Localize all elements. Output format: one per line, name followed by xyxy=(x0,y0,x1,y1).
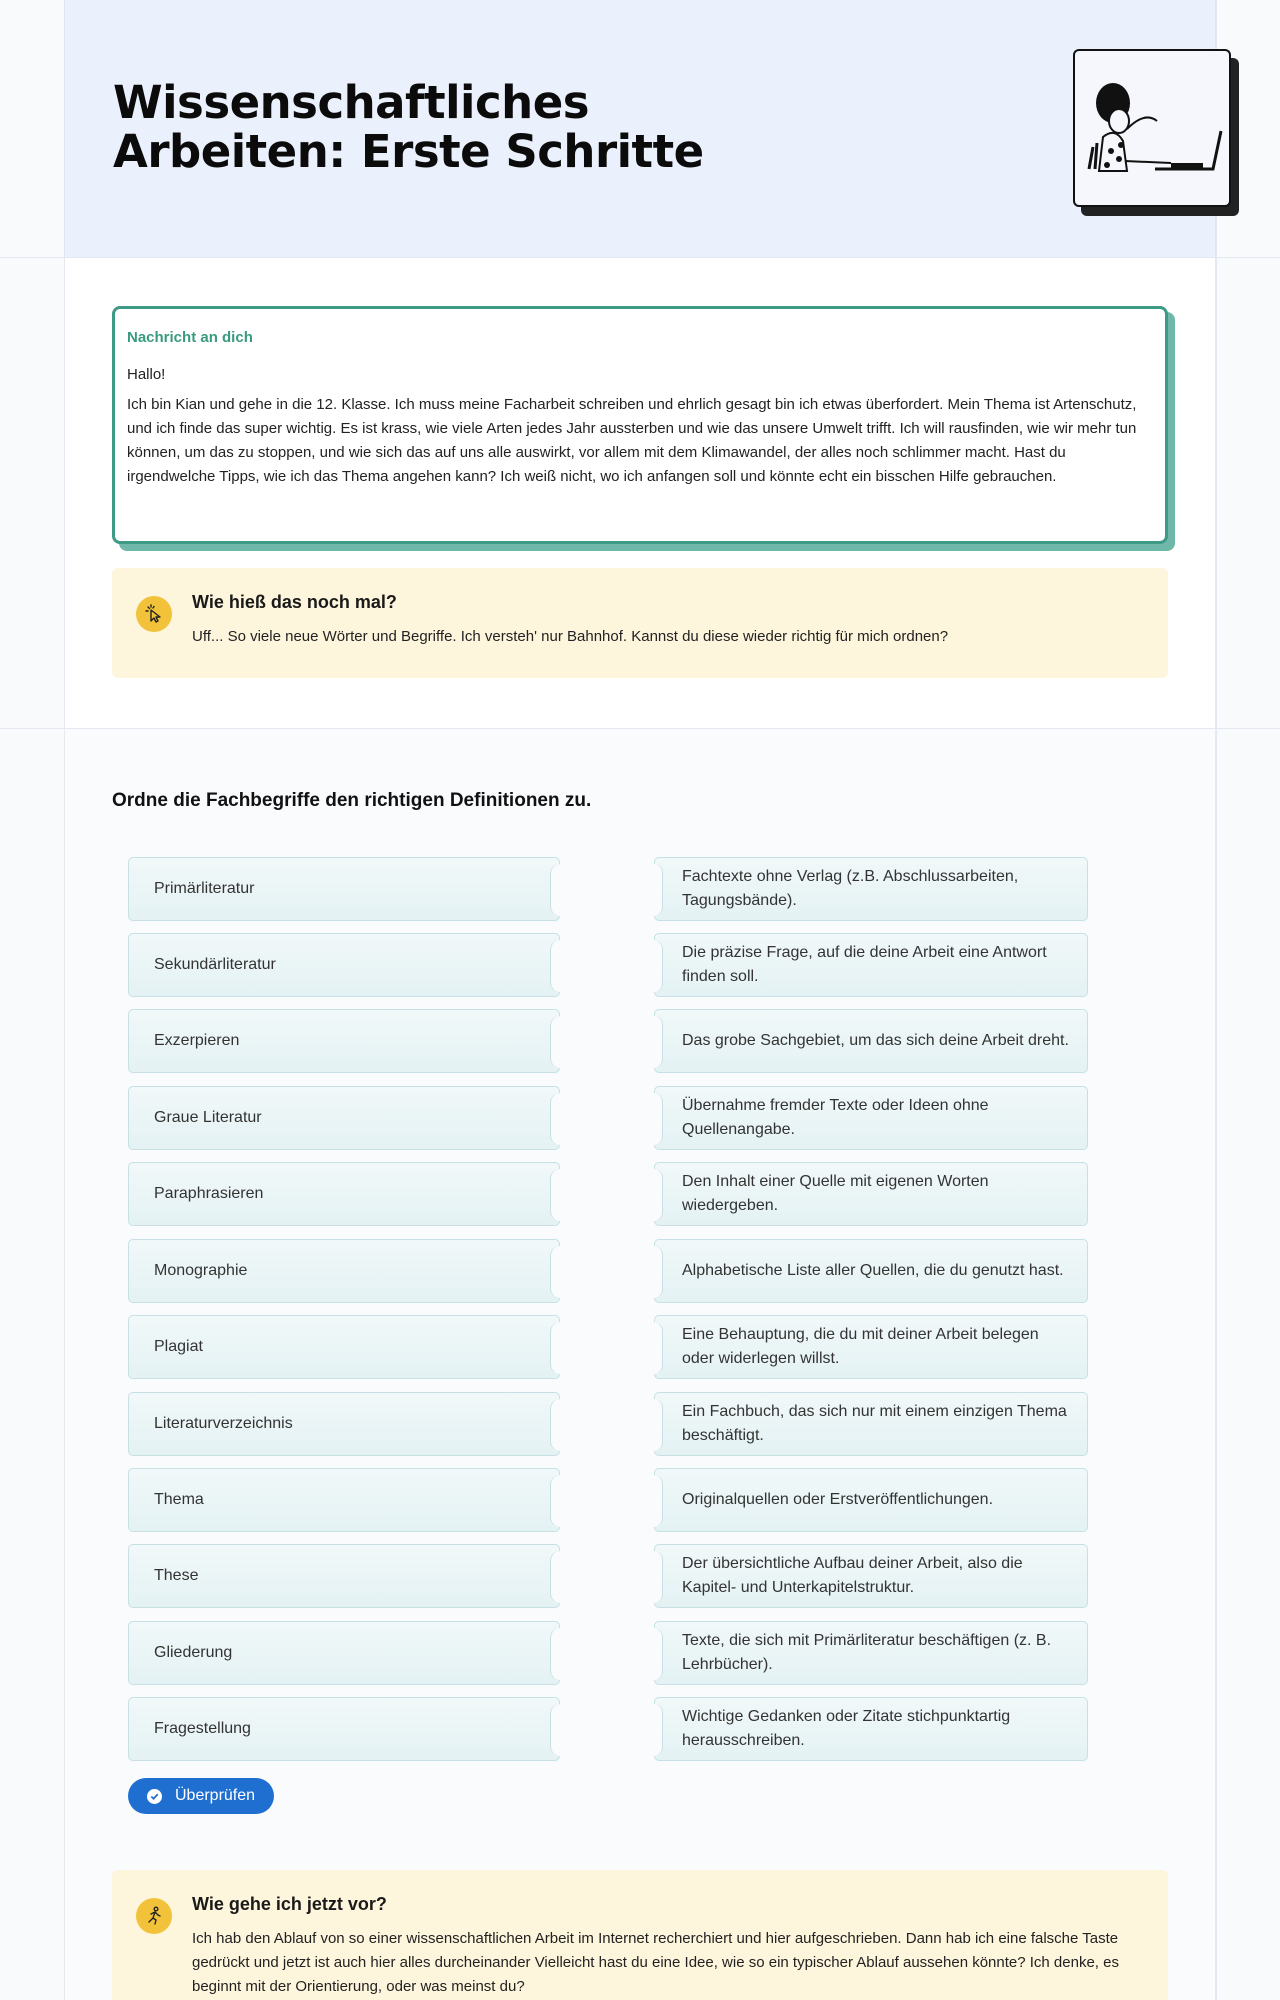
drop-notch xyxy=(550,1399,560,1451)
drop-notch xyxy=(654,1704,663,1756)
term-card[interactable]: Plagiat xyxy=(128,1315,560,1379)
drop-notch xyxy=(550,1246,560,1298)
drop-notch xyxy=(550,940,560,992)
drop-notch xyxy=(550,1093,560,1145)
term-card[interactable]: Literaturverzeichnis xyxy=(128,1392,560,1456)
definition-card[interactable]: Fachtexte ohne Verlag (z.B. Abschlussarbeiten, Tagungsbände). xyxy=(654,857,1088,921)
drop-notch xyxy=(654,1016,663,1068)
drop-notch xyxy=(654,1475,663,1527)
definition-card[interactable]: Originalquellen oder Erstveröffentlichungen. xyxy=(654,1468,1088,1532)
hint-text: Uff... So viele neue Wörter und Begriffe. Ich versteh' nur Bahnhof. Kannst du diese wieder richtig für mich ordnen? xyxy=(192,628,949,645)
message-greeting: Hallo! xyxy=(127,366,166,383)
drop-notch xyxy=(550,1475,560,1527)
term-card[interactable]: Gliederung xyxy=(128,1621,560,1685)
term-card[interactable]: Fragestellung xyxy=(128,1697,560,1761)
definition-card[interactable]: Wichtige Gedanken oder Zitate stichpunktartig herausschreiben. xyxy=(654,1697,1088,1761)
task-instruction: Ordne die Fachbegriffe den richtigen Definitionen zu. xyxy=(112,790,592,811)
pointer-click-icon xyxy=(136,596,172,632)
drop-notch xyxy=(654,1399,663,1451)
drop-notch xyxy=(550,1169,560,1221)
definition-card[interactable]: Eine Behauptung, die du mit deiner Arbeit belegen oder widerlegen willst. xyxy=(654,1315,1088,1379)
drop-notch xyxy=(654,1322,663,1374)
page-header xyxy=(64,0,1216,257)
drop-notch xyxy=(654,1169,663,1221)
drop-notch xyxy=(550,1628,560,1680)
hint-title: Wie hieß das noch mal? xyxy=(192,592,397,612)
drop-notch xyxy=(654,940,663,992)
drop-notch xyxy=(654,1551,663,1603)
woman-laptop-illustration-icon xyxy=(1073,49,1231,207)
definition-card[interactable]: Den Inhalt einer Quelle mit eigenen Worten wiedergeben. xyxy=(654,1162,1088,1226)
message-body: Ich bin Kian und gehe in die 12. Klasse. Ich muss meine Facharbeit schreiben und ehrlich gesagt bin ich etwas überfordert. Mein Thema ist Artenschutz, und ich finde das super wichtig. Es ist krass, wie viele Arten jedes Jahr aussterben und wie das unsere Umwelt trifft. Ich will rausfinden, wie wir mehr tun können, um das zu stoppen, und wie sich das auf uns alle auswirkt, vor allem mit dem Klimawandel, der alles noch schlimmer macht. Hast du irgendwelche Tipps, wie ich das Thema angehen kann? Ich weiß nicht, wo ich anfangen soll und könnte echt ein bisschen Hilfe gebrauchen. xyxy=(127,396,1137,485)
drop-notch xyxy=(654,1628,663,1680)
checkmark-icon xyxy=(147,1789,162,1804)
term-card[interactable]: Monographie xyxy=(128,1239,560,1303)
drop-notch xyxy=(654,1246,663,1298)
message-card xyxy=(112,306,1168,544)
check-button[interactable]: Überprüfen xyxy=(128,1778,274,1814)
drop-notch xyxy=(654,864,663,916)
definition-card[interactable]: Alphabetische Liste aller Quellen, die du genutzt hast. xyxy=(654,1239,1088,1303)
drop-notch xyxy=(550,1704,560,1756)
term-card[interactable]: Primärliteratur xyxy=(128,857,560,921)
drop-notch xyxy=(550,1322,560,1374)
drop-notch xyxy=(550,864,560,916)
message-heading: Nachricht an dich xyxy=(127,329,253,346)
term-card[interactable]: Thema xyxy=(128,1468,560,1532)
definition-card[interactable]: Die präzise Frage, auf die deine Arbeit eine Antwort finden soll. xyxy=(654,933,1088,997)
term-card[interactable]: Graue Literatur xyxy=(128,1086,560,1150)
term-card[interactable]: Paraphrasieren xyxy=(128,1162,560,1226)
drop-notch xyxy=(654,1093,663,1145)
definition-card[interactable]: Der übersichtliche Aufbau deiner Arbeit, also die Kapitel- und Unterkapitelstruktur. xyxy=(654,1544,1088,1608)
hint-title: Wie gehe ich jetzt vor? xyxy=(192,1894,387,1914)
page-title: Wissenschaftliches Arbeiten: Erste Schritte xyxy=(113,76,704,178)
definition-card[interactable]: Ein Fachbuch, das sich nur mit einem einzigen Thema beschäftigt. xyxy=(654,1392,1088,1456)
term-card[interactable]: Exzerpieren xyxy=(128,1009,560,1073)
definition-card[interactable]: Übernahme fremder Texte oder Ideen ohne Quellenangabe. xyxy=(654,1086,1088,1150)
hint-box-terms xyxy=(112,568,1168,678)
term-card[interactable]: Sekundärliteratur xyxy=(128,933,560,997)
hint-box-process xyxy=(112,1870,1168,2000)
running-person-icon xyxy=(136,1898,172,1934)
hint-text: Ich hab den Ablauf von so einer wissenschaftlichen Arbeit im Internet recherchiert und hier aufgeschrieben. Dann hab ich eine falsche Taste gedrückt und jetzt ist auch hier alles durcheinander Vielleicht hast du eine Idee, wie so ein typischer Ablauf aussehen könnte? Ich denke, es beginnt mit der Orientierung, oder was meinst du? xyxy=(192,1930,1119,1995)
layout-guide xyxy=(1216,0,1217,2000)
drop-notch xyxy=(550,1551,560,1603)
term-card[interactable]: These xyxy=(128,1544,560,1608)
definition-card[interactable]: Texte, die sich mit Primärliteratur beschäftigen (z. B. Lehrbücher). xyxy=(654,1621,1088,1685)
definition-card[interactable]: Das grobe Sachgebiet, um das sich deine Arbeit dreht. xyxy=(654,1009,1088,1073)
drop-notch xyxy=(550,1016,560,1068)
